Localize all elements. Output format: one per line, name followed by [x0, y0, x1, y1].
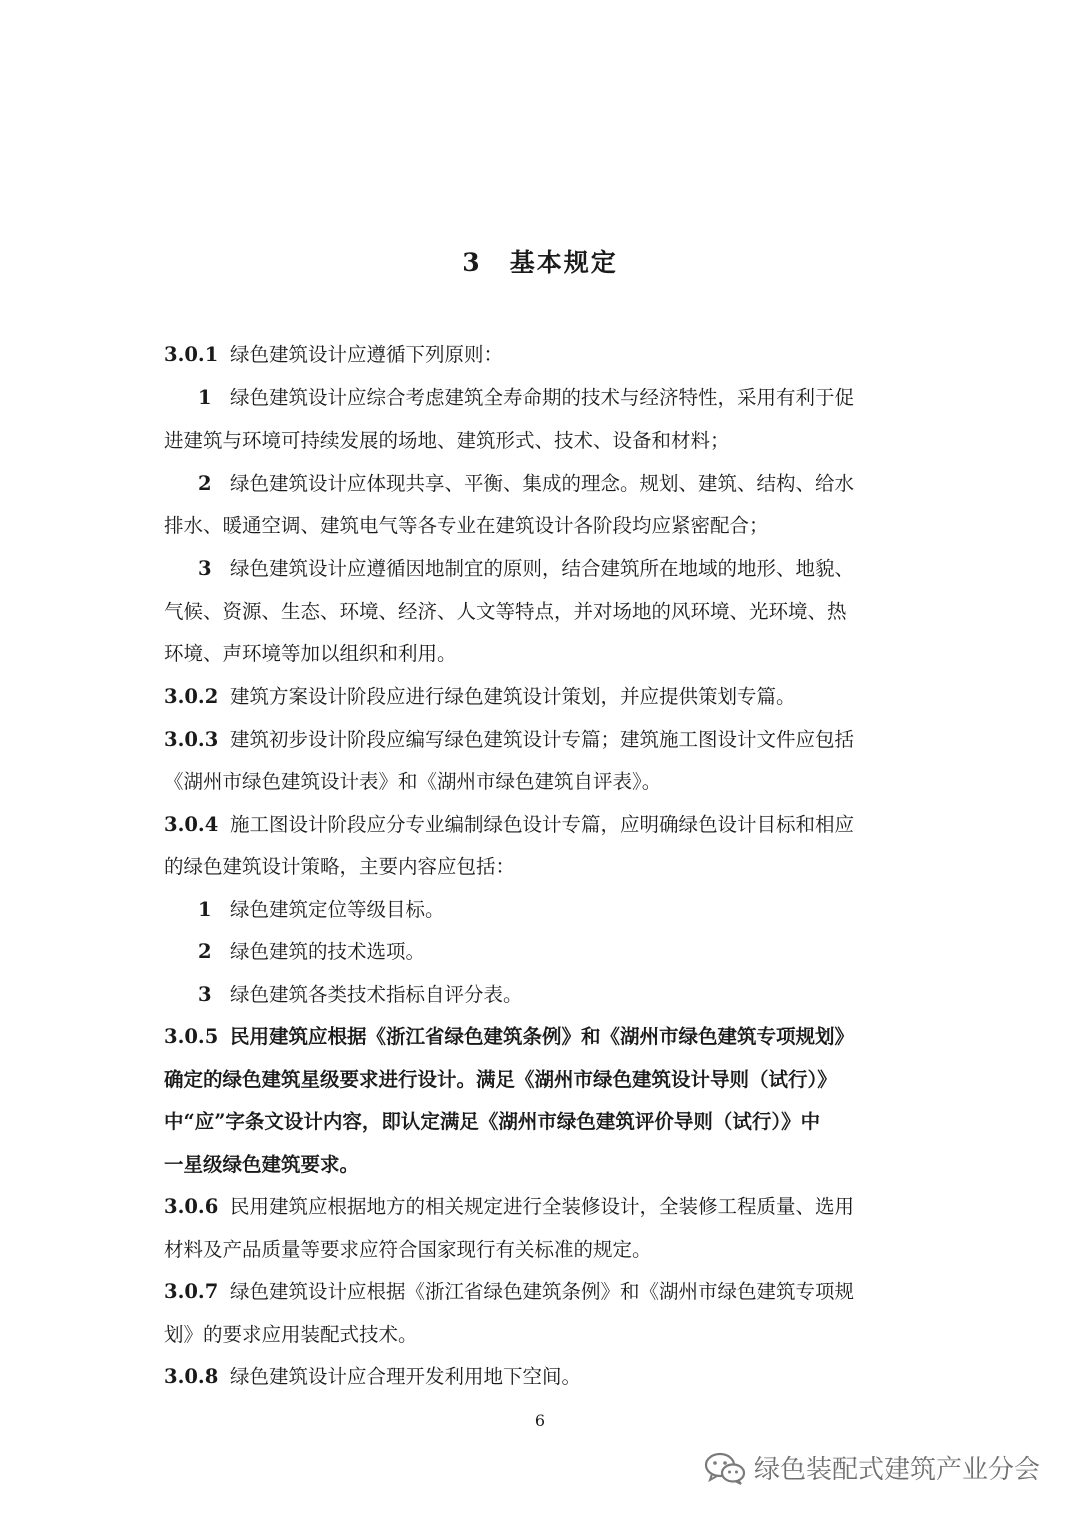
clause-3-0-1 [164, 340, 924, 370]
continuation-line [164, 597, 924, 627]
line-text: 排水、暖通空调、建筑电气等各专业在建筑设计各阶段均应紧密配合； [164, 514, 769, 537]
item-text: 绿色建筑设计应综合考虑建筑全寿命期的技术与经济特性，采用有利于促 [230, 386, 855, 409]
list-item [198, 383, 958, 413]
clause-text: 建筑初步设计阶段应编写绿色建筑设计专篇；建筑施工图设计文件应包括 [230, 728, 855, 751]
line-text: 的绿色建筑设计策略，主要内容应包括： [164, 855, 516, 878]
page-number: 6 [534, 1411, 546, 1430]
list-item [198, 937, 958, 967]
item-number: 1 [198, 898, 212, 921]
clause-3-0-4 [164, 810, 924, 840]
clause-text: 绿色建筑设计应遵循下列原则： [230, 343, 504, 366]
continuation-line [164, 639, 924, 669]
clause-text: 绿色建筑设计应根据《浙江省绿色建筑条例》和《湖州市绿色建筑专项规 [230, 1280, 855, 1303]
clause-3-0-2 [164, 682, 924, 712]
item-text: 绿色建筑定位等级目标。 [230, 898, 445, 921]
continuation-line [164, 1107, 924, 1137]
item-number: 2 [198, 472, 212, 495]
line-text: 确定的绿色建筑星级要求进行设计。满足《湖州市绿色建筑设计导则（试行）》 [164, 1068, 837, 1091]
clause-number: 3.0.7 [164, 1280, 219, 1303]
line-text: 中“应”字条文设计内容，即认定满足《湖州市绿色建筑评价导则（试行）》中 [164, 1110, 821, 1133]
clause-number: 3.0.3 [164, 728, 219, 751]
chapter-number: 3 [462, 248, 482, 277]
clause-3-0-8 [164, 1362, 924, 1392]
list-item [198, 980, 958, 1010]
line-text: 进建筑与环境可持续发展的场地、建筑形式、技术、设备和材料； [164, 429, 730, 452]
clause-text: 民用建筑应根据《浙江省绿色建筑条例》和《湖州市绿色建筑专项规划》 [230, 1025, 855, 1048]
clause-3-0-7 [164, 1277, 924, 1307]
clause-number: 3.0.6 [164, 1195, 219, 1218]
wechat-icon [704, 1451, 746, 1485]
line-text: 气候、资源、生态、环境、经济、人文等特点，并对场地的风环境、光环境、热 [164, 600, 847, 623]
clause-text: 绿色建筑设计应合理开发利用地下空间。 [230, 1365, 582, 1388]
continuation-line [164, 1320, 924, 1350]
clause-text: 施工图设计阶段应分专业编制绿色设计专篇，应明确绿色设计目标和相应 [230, 813, 855, 836]
continuation-line [164, 511, 924, 541]
clause-3-0-6 [164, 1192, 924, 1222]
line-text: 划》的要求应用装配式技术。 [164, 1323, 418, 1346]
continuation-line [164, 852, 924, 882]
line-text: 环境、声环境等加以组织和利用。 [164, 642, 457, 665]
clause-text: 建筑方案设计阶段应进行绿色建筑设计策划，并应提供策划专篇。 [230, 685, 796, 708]
chapter-title [0, 243, 1080, 279]
continuation-line [164, 1065, 924, 1095]
item-number: 3 [198, 557, 212, 580]
item-text: 绿色建筑设计应遵循因地制宜的原则，结合建筑所在地域的地形、地貌、 [230, 557, 855, 580]
clause-3-0-3 [164, 725, 924, 755]
clause-number: 3.0.2 [164, 685, 219, 708]
item-text: 绿色建筑的技术选项。 [230, 940, 426, 963]
list-item [198, 895, 958, 925]
clause-3-0-5 [164, 1022, 924, 1052]
continuation-line [164, 767, 924, 797]
clause-number: 3.0.8 [164, 1365, 219, 1388]
clause-number: 3.0.4 [164, 813, 219, 836]
watermark-text: 绿色装配式建筑产业分会 [754, 1455, 1041, 1485]
continuation-line [164, 426, 924, 456]
continuation-line [164, 1150, 924, 1180]
line-text: 《湖州市绿色建筑设计表》和《湖州市绿色建筑自评表》。 [164, 770, 662, 793]
clause-number: 3.0.1 [164, 343, 219, 366]
clause-text: 民用建筑应根据地方的相关规定进行全装修设计，全装修工程质量、选用 [230, 1195, 855, 1218]
item-text: 绿色建筑各类技术指标自评分表。 [230, 983, 523, 1006]
list-item [198, 554, 958, 584]
continuation-line [164, 1235, 924, 1265]
item-text: 绿色建筑设计应体现共享、平衡、集成的理念。规划、建筑、结构、给水 [230, 472, 855, 495]
item-number: 1 [198, 386, 212, 409]
clause-number: 3.0.5 [164, 1025, 219, 1048]
item-number: 3 [198, 983, 212, 1006]
chapter-title-text: 基本规定 [509, 248, 618, 277]
list-item [198, 469, 958, 499]
watermark [704, 1449, 1040, 1486]
line-text: 材料及产品质量等要求应符合国家现行有关标准的规定。 [164, 1238, 652, 1261]
line-text: 一星级绿色建筑要求。 [164, 1153, 360, 1176]
item-number: 2 [198, 940, 212, 963]
